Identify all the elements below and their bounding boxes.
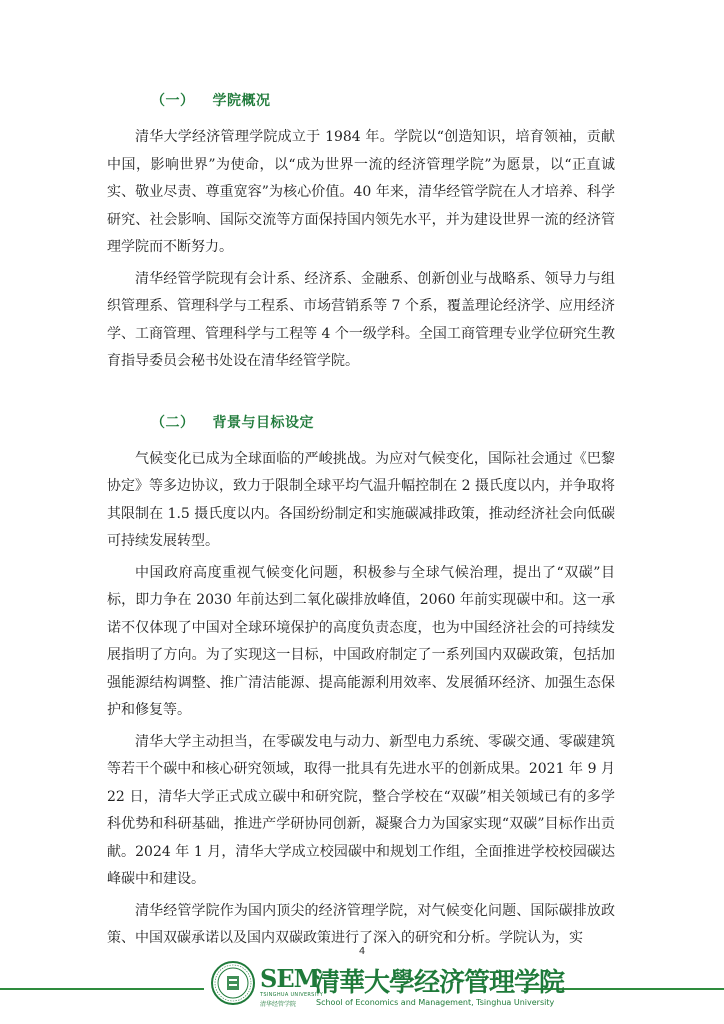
footer-logo bbox=[210, 960, 565, 1012]
paragraph: 清华经管学院现有会计系、经济系、金融系、创新创业与战略系、领导力与组织管理系、管理科学与工程系、市场营销系等 7 个系，覆盖理论经济学、应用经济学、工商管理、管理科学与工程等 4 个一级学科。全国工商管理专业学位研究生教育指导委员会秘书处设在清华经管学院。 bbox=[107, 270, 615, 369]
section-heading-overview bbox=[151, 90, 615, 110]
paragraph: 清华大学经济管理学院成立于 1984 年。学院以“创造知识，培育领袖，贡献中国，影响世界”为使命，以“成为世界一流的经济管理学院”为愿景，以“正直诚实、敬业尽责、尊重宽容”为核心价值。40 年来，清华经管学院在人才培养、科学研究、社会影响、国际交流等方面保持国内领先水平，并为建设世界一流的经济管理学院而不断努力。 bbox=[107, 129, 615, 255]
section-number: （二） bbox=[151, 414, 195, 431]
sem-sub-en: TSINGHUA UNIVERSITY bbox=[260, 992, 324, 998]
section-title: 学院概况 bbox=[212, 93, 271, 109]
section-heading-background bbox=[151, 412, 615, 432]
page-number: 4 bbox=[358, 946, 366, 957]
school-name-en: School of Economics and Management, Tsinghua University bbox=[316, 998, 555, 1007]
sem-sub-cn: 清华经管学院 bbox=[260, 1001, 297, 1008]
paragraph: 清华经管学院作为国内顶尖的经济管理学院，对气候变化问题、国际碳排放政策、中国双碳承诺以及国内双碳政策进行了深入的研究和分析。学院认为，实 bbox=[107, 902, 615, 946]
paragraph: 中国政府高度重视气候变化问题，积极参与全球气候治理，提出了“双碳”目标，即力争在 2030 年前达到二氧化碳排放峰值，2060 年前实现碳中和。这一承诺不仅体现了中国对全球环境保护的高度负责态度，也为中国经济社会的可持续发展指明了方向。为了实现这一目标，中国政府制定了一系列国内双碳政策，包括加强能源结构调整、推广清洁能源、提高能源利用效率、发展循环经济、加强生态保护和修复等。 bbox=[107, 564, 615, 718]
paragraph: 气候变化已成为全球面临的严峻挑战。为应对气候变化，国际社会通过《巴黎协定》等多边协议，致力于限制全球平均气温升幅控制在 2 摄氏度以内，并争取将其限制在 1.5 摄氏度以内。各国纷纷制定和实施碳减排政策，推动经济社会向低碳可持续发展转型。 bbox=[107, 450, 615, 549]
section-title: 背景与目标设定 bbox=[212, 414, 314, 431]
tsinghua-seal-icon bbox=[210, 960, 256, 1006]
section-number: （一） bbox=[151, 93, 195, 109]
paragraph: 清华大学主动担当，在零碳发电与动力、新型电力系统、零碳交通、零碳建筑等若干个碳中和核心研究领域，取得一批具有先进水平的创新成果。2021 年 9 月 22 日，清华大学正式成立碳中和研究院，整合学校在“双碳”相关领域已有的多学科优势和科研基础，推进产学研协同创新，凝聚合力为国家实现“双碳”目标作出贡献。2024 年 1 月，清华大学成立校园碳中和规划工作组，全面推进学校校园碳达峰碳中和建设。 bbox=[107, 733, 615, 887]
school-name-cn: 清華大學经济管理学院 bbox=[314, 968, 565, 998]
sem-logo-text: SEM bbox=[260, 964, 320, 993]
page-content bbox=[107, 84, 615, 957]
